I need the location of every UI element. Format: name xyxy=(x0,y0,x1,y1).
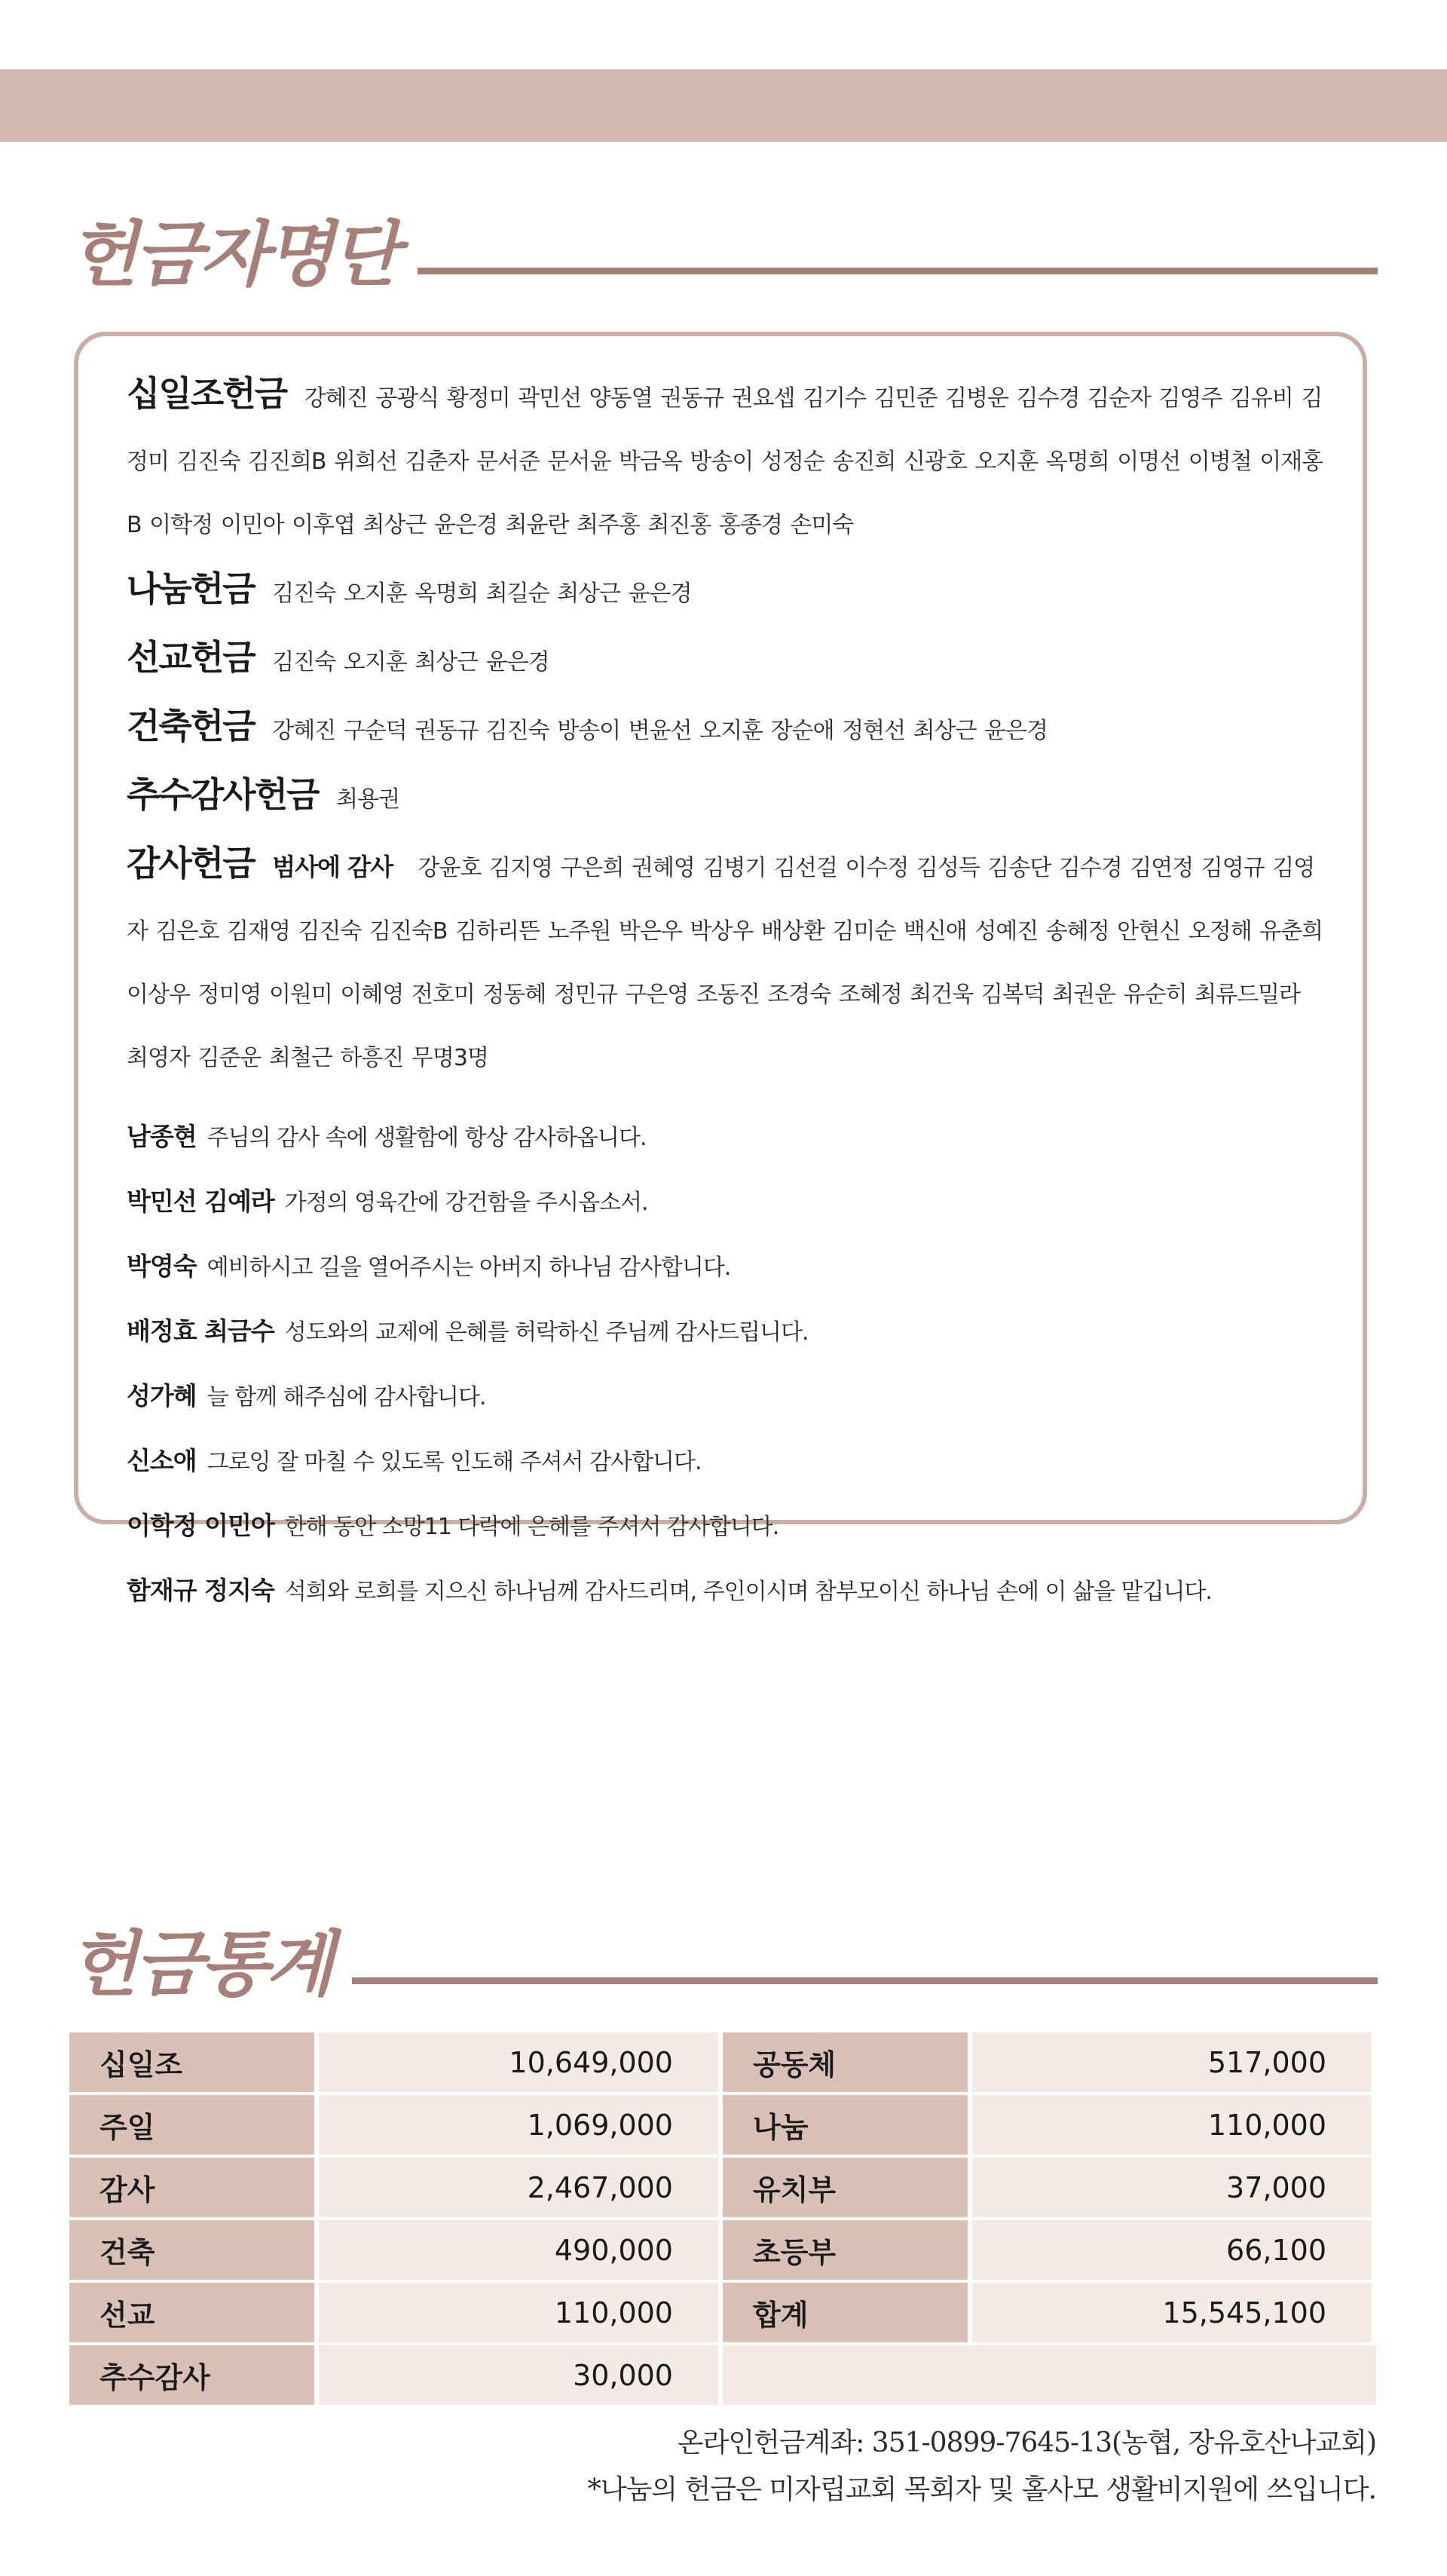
thanks-message xyxy=(127,1559,1323,1624)
category-thanks xyxy=(127,832,1323,1090)
footer-notes xyxy=(588,2420,1376,2513)
category-label: 추수감사헌금 xyxy=(127,774,319,815)
stat-label: 합계 xyxy=(723,2283,972,2345)
message-author: 박영숙 xyxy=(127,1251,197,1281)
category-names: 최용권 xyxy=(336,786,400,813)
online-account-info: 온라인헌금계좌: 351-0899-7645-13(농협, 장유호산나교회) xyxy=(677,2427,1376,2458)
stat-value: 37,000 xyxy=(972,2158,1376,2220)
category-label: 나눔헌금 xyxy=(127,568,255,609)
message-text: 주님의 감사 속에 생활함에 항상 감사하옵니다. xyxy=(206,1125,647,1151)
message-text: 성도와의 교제에 은혜를 허락하신 주님께 감사드립니다. xyxy=(284,1319,809,1346)
category-tithe xyxy=(127,362,1323,557)
message-author: 이학정 이민아 xyxy=(127,1511,274,1540)
stat-label-empty xyxy=(723,2345,972,2408)
offering-stats-title: 헌금통계 xyxy=(69,1924,332,2006)
message-author: 남종현 xyxy=(127,1122,197,1151)
thanks-message xyxy=(127,1170,1323,1235)
stat-label: 선교 xyxy=(69,2283,319,2345)
category-sharing xyxy=(127,557,1323,626)
thanks-message xyxy=(127,1365,1323,1429)
thanks-message xyxy=(127,1494,1323,1559)
message-text: 예비하시고 길을 열어주시는 아버지 하나님 감사합니다. xyxy=(206,1254,731,1281)
message-author: 신소애 xyxy=(127,1446,197,1475)
message-author: 함재규 정지숙 xyxy=(127,1576,274,1605)
message-text: 그로잉 잘 마칠 수 있도록 인도해 주셔서 감사합니다. xyxy=(206,1449,702,1475)
offering-names-box xyxy=(74,332,1367,1605)
stat-label: 건축 xyxy=(69,2220,319,2283)
stat-value: 110,000 xyxy=(319,2283,723,2345)
stat-value: 2,467,000 xyxy=(319,2158,723,2220)
offering-list-title: 헌금자명단 xyxy=(69,214,397,296)
stat-value: 110,000 xyxy=(972,2095,1376,2158)
message-author: 성가혜 xyxy=(127,1381,197,1411)
category-names: 김진숙 오지훈 최상근 윤은경 xyxy=(272,649,549,675)
stat-label: 나눔 xyxy=(723,2095,972,2158)
table-row xyxy=(69,2158,1376,2220)
thanks-message xyxy=(127,1429,1323,1494)
message-text: 늘 함께 해주심에 감사합니다. xyxy=(206,1384,486,1411)
stat-label: 주일 xyxy=(69,2095,319,2158)
stat-label: 유치부 xyxy=(723,2158,972,2220)
stat-label: 추수감사 xyxy=(69,2345,319,2408)
message-text: 가정의 영육간에 강건함을 주시옵소서. xyxy=(284,1190,648,1216)
table-row xyxy=(69,2095,1376,2158)
thanks-message xyxy=(127,1235,1323,1300)
category-names: 강혜진 구순덕 권동규 김진숙 방송이 변윤선 오지훈 장순애 정현선 최상근 윤은경 xyxy=(272,718,1048,744)
sharing-offering-note: *나눔의 헌금은 미자립교회 목회자 및 홀사모 생활비지원에 쓰입니다. xyxy=(587,2474,1376,2505)
stat-value: 1,069,000 xyxy=(319,2095,723,2158)
table-row xyxy=(69,2220,1376,2283)
table-row xyxy=(69,2032,1376,2095)
stat-value: 517,000 xyxy=(972,2032,1376,2095)
stat-value: 66,100 xyxy=(972,2220,1376,2283)
category-names: 김진숙 오지훈 옥명희 최길순 최상근 윤은경 xyxy=(272,580,692,607)
table-row xyxy=(69,2345,1376,2408)
message-author: 박민선 김예라 xyxy=(127,1187,274,1216)
stat-label: 감사 xyxy=(69,2158,319,2220)
category-label: 십일조헌금 xyxy=(127,373,287,414)
heading-rule xyxy=(352,1977,1378,1984)
category-label: 건축헌금 xyxy=(127,706,255,746)
offering-stats-table xyxy=(69,2032,1376,2402)
category-names: 강혜진 공광식 황정미 곽민선 양동열 권동규 권요셉 김기수 김민준 김병운 김수경 김순자 김영주 김유비 김정미 김진숙 김진희B 위희선 김춘자 문서준 문서윤 박금옥 방송이 성정순 송진희 신광호 오지훈 옥명희 이명선 이병철 이재홍B 이학정 이민아 이후엽 최상근 윤은경 최윤란 최주홍 최진홍 홍종경 손미숙 xyxy=(127,385,1323,538)
message-text: 한해 동안 소망11 다락에 은혜를 주셔서 감사합니다. xyxy=(284,1514,779,1540)
stat-value-empty xyxy=(972,2345,1376,2408)
top-decorative-band xyxy=(0,69,1447,142)
stat-label: 십일조 xyxy=(69,2032,319,2095)
category-building xyxy=(127,694,1323,763)
stat-value: 30,000 xyxy=(319,2345,723,2408)
heading-rule xyxy=(418,268,1378,274)
table-row xyxy=(69,2283,1376,2345)
stat-label: 공동체 xyxy=(723,2032,972,2095)
category-sublabel: 범사에 감사 xyxy=(272,853,393,881)
category-label: 선교헌금 xyxy=(127,637,255,678)
thanks-messages xyxy=(127,1105,1323,1624)
thanks-message xyxy=(127,1300,1323,1365)
stat-value: 15,545,100 xyxy=(972,2283,1376,2345)
message-author: 배정효 최금수 xyxy=(127,1316,274,1346)
offering-list-heading xyxy=(69,214,1378,296)
category-mission xyxy=(127,626,1323,694)
offering-stats-heading xyxy=(69,1924,1378,2006)
stat-value: 10,649,000 xyxy=(319,2032,723,2095)
category-names: 강윤호 김지영 구은희 권혜영 김병기 김선걸 이수정 김성득 김송단 김수경 김연정 김영규 김영자 김은호 김재영 김진숙 김진숙B 김하리뜬 노주원 박은우 박상우 배상환 김미순 백신애 성예진 송혜정 안현신 오정해 유춘희 이상우 정미영 이원미 이혜영 전호미 정동혜 정민규 구은영 조동진 조경숙 조혜정 최건욱 김복덕 최권운 유순히 최류드밀라 최영자 김준운 최철근 하흥진 무명3명 xyxy=(127,855,1323,1071)
category-thanksgiving-harvest xyxy=(127,763,1323,832)
message-text: 석희와 로희를 지으신 하나님께 감사드리며, 주인이시며 참부모이신 하나님 손에 이 삶을 맡깁니다. xyxy=(284,1579,1212,1605)
category-label: 감사헌금 xyxy=(127,843,255,884)
stat-value: 490,000 xyxy=(319,2220,723,2283)
stat-label: 초등부 xyxy=(723,2220,972,2283)
thanks-message xyxy=(127,1105,1323,1170)
